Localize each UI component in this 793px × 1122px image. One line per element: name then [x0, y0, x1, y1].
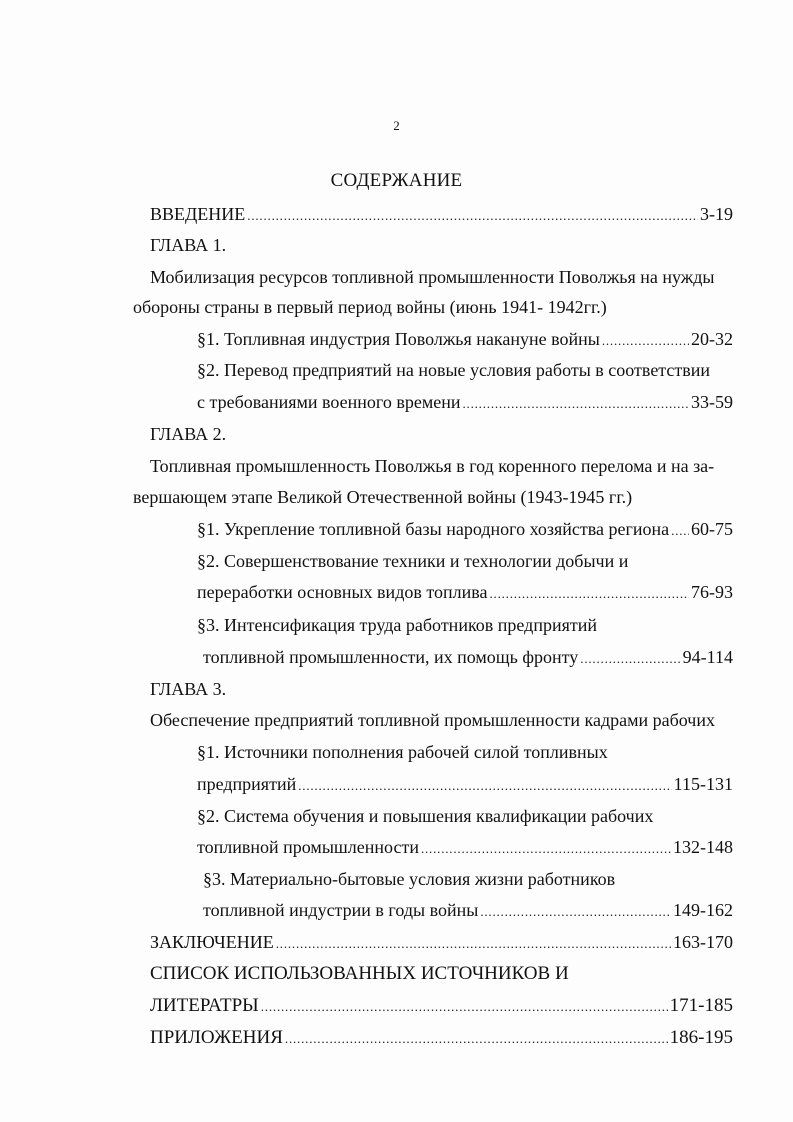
toc-entry-pages: 20-32: [691, 329, 733, 349]
toc-entry-sources[interactable]: [150, 993, 733, 1020]
chapter-2-title-line-1: Топливная промышленность Поволжья в год коренного перелома и на за-: [150, 456, 715, 476]
page-number: 2: [393, 118, 400, 133]
toc-entry-label: ЛИТЕРАТРЫ: [150, 995, 259, 1016]
dot-leader: [580, 646, 680, 672]
toc-entry-ch1-s2[interactable]: [197, 389, 733, 417]
dot-leader: [298, 773, 671, 799]
toc-entry-ch1-s1[interactable]: [197, 326, 733, 354]
toc-entry-pages: 3-19: [700, 204, 733, 224]
toc-entry-ch3-s1-line-1: §1. Источники пополнения рабочей силой топливных: [197, 742, 608, 762]
toc-entry-ch3-s3-line-1: §3. Материально-бытовые условия жизни работников: [203, 869, 616, 889]
chapter-2-heading: ГЛАВА 2.: [150, 424, 227, 444]
toc-entry-conclusion[interactable]: [150, 929, 733, 957]
toc-entry-label: §1. Топливная индустрия Поволжья накануне войны: [197, 329, 600, 349]
chapter-3-title-line-1: Обеспечение предприятий топливной промышленности кадрами рабочих: [150, 710, 715, 730]
toc-entry-label: топливной промышленности: [197, 837, 419, 857]
page-title: СОДЕРЖАНИЕ: [330, 170, 463, 191]
dot-leader: [671, 518, 689, 544]
dot-leader: [489, 581, 689, 607]
toc-entry-pages: 94-114: [682, 647, 733, 667]
toc-entry-pages: 149-162: [673, 900, 733, 920]
toc-entry-label: предприятий: [197, 774, 297, 794]
toc-entry-ch2-s2-line-1: §2. Совершенствование техники и технологии добычи и: [197, 551, 629, 571]
dot-leader: [261, 994, 668, 1020]
toc-entry-ch2-s1[interactable]: [197, 516, 733, 544]
toc-entry-ch2-s2[interactable]: [197, 579, 733, 607]
toc-entry-label: §1. Укрепление топливной базы народного хозяйства региона: [197, 519, 670, 539]
toc-entry-label: ВВЕДЕНИЕ: [150, 204, 246, 224]
toc-entry-ch3-s2-line-1: §2. Система обучения и повышения квалификации рабочих: [197, 806, 654, 826]
toc-entry-ch3-s3[interactable]: [203, 897, 733, 925]
toc-entry-pages: 76-93: [691, 582, 733, 602]
dot-leader: [247, 203, 698, 229]
toc-entry-appendix[interactable]: [150, 1025, 733, 1052]
toc-entry-label: переработки основных видов топлива: [197, 582, 488, 602]
toc-entry-label: ЗАКЛЮЧЕНИЕ: [150, 932, 274, 952]
chapter-1-title-line-1: Мобилизация ресурсов топливной промышленности Поволжья на нужды: [150, 267, 715, 287]
chapter-1-title-line-2: обороны страны в первый период войны (июнь 1941- 1942гг.): [133, 297, 607, 317]
toc-entry-ch1-s2-line-1: §2. Перевод предприятий на новые условия работы в соответствии: [197, 360, 711, 380]
toc-entry-ch2-s3-line-1: §3. Интенсификация труда работников предприятий: [197, 615, 597, 635]
toc-entry-pages: 163-170: [673, 932, 733, 952]
toc-entry-ch3-s1[interactable]: [197, 771, 733, 799]
toc-entry-label: топливной промышленности, их помощь фронту: [203, 647, 579, 667]
dot-leader: [462, 391, 689, 417]
chapter-1-heading: ГЛАВА 1.: [150, 235, 227, 255]
toc-entry-ch3-s2[interactable]: [197, 834, 733, 862]
toc-entry-ch2-s3[interactable]: [203, 644, 733, 672]
chapter-3-heading: ГЛАВА 3.: [150, 679, 227, 699]
toc-entry-pages: 132-148: [673, 837, 733, 857]
toc-entry-label: с требованиями военного времени: [197, 392, 461, 412]
toc-entry-pages: 186-195: [669, 1027, 733, 1048]
dot-leader: [480, 899, 671, 925]
toc-entry-pages: 60-75: [691, 519, 733, 539]
dot-leader: [285, 1026, 668, 1052]
toc-entry-pages: 115-131: [673, 774, 733, 794]
toc-entry-intro[interactable]: [150, 201, 733, 229]
toc-entry-sources-line-1: СПИСОК ИСПОЛЬЗОВАННЫХ ИСТОЧНИКОВ И: [150, 963, 569, 984]
toc-entry-pages: 171-185: [669, 995, 733, 1016]
dot-leader: [421, 836, 671, 862]
toc-entry-pages: 33-59: [691, 392, 733, 412]
toc-entry-label: ПРИЛОЖЕНИЯ: [150, 1027, 283, 1048]
dot-leader: [602, 328, 689, 354]
toc-entry-label: топливной индустрии в годы войны: [203, 900, 479, 920]
dot-leader: [276, 931, 671, 957]
chapter-2-title-line-2: вершающем этапе Великой Отечественной войны (1943-1945 гг.): [133, 487, 633, 507]
